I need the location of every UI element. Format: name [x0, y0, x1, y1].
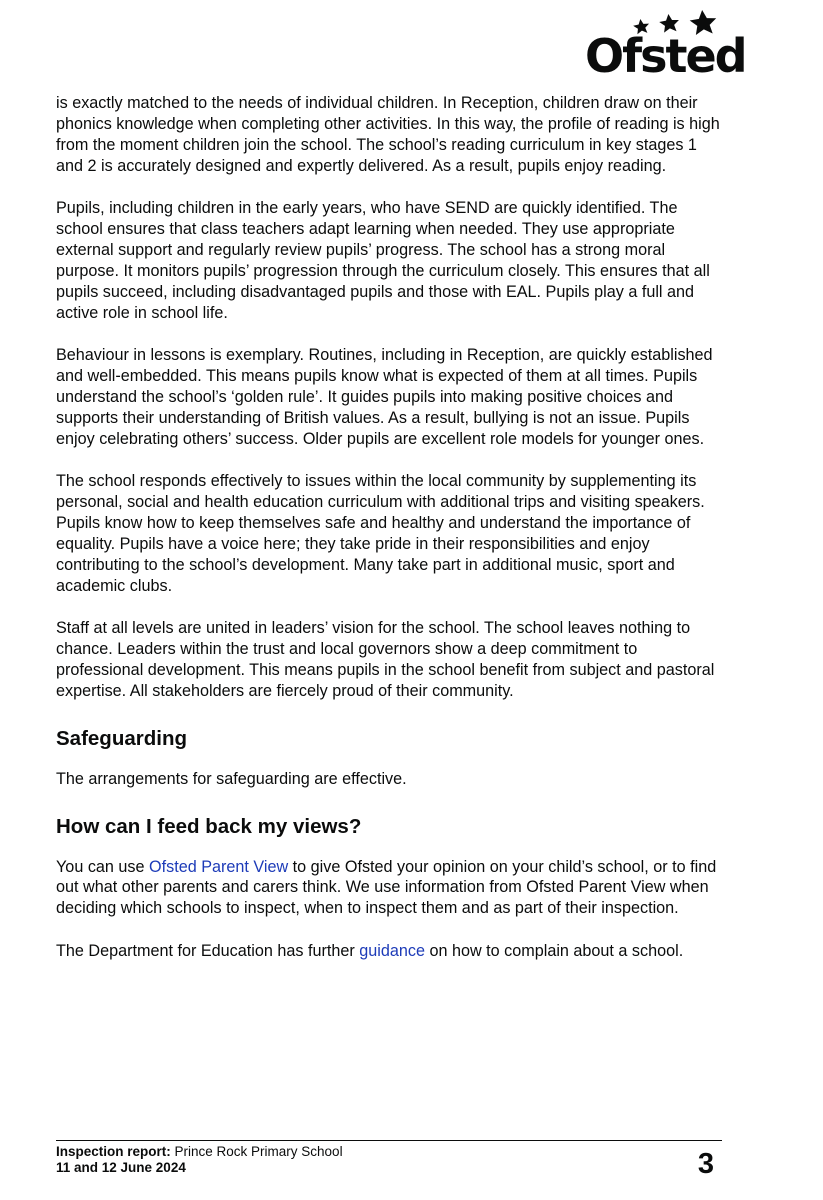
paragraph-community: The school responds effectively to issues within the local community by supplementing its personal, social and health education curriculum with additional trips and visiting speakers. Pupils know how to keep themselves safe and healthy and understand the importance of equality. Pupils have a voice here; they take pride in their responsibilities and enjoy contributing to the school’s development. Many take part in additional music, sport and academic clubs.	[56, 472, 705, 595]
ofsted-parent-view-link[interactable]: Ofsted Parent View	[149, 857, 289, 876]
safeguarding-text: The arrangements for safeguarding are effective.	[56, 769, 407, 788]
page-number: 3	[697, 1148, 714, 1180]
parent-view-text-before: You can use	[56, 857, 150, 876]
paragraph-reading: is exactly matched to the needs of individual children. In Reception, children draw on their phonics knowledge when completing other activities. In this way, the profile of reading is high from the moment children join the school. The school’s reading curriculum in key stages 1 and 2 is accurately designed and expertly delivered. As a result, pupils enjoy reading.	[56, 94, 720, 175]
paragraph-behaviour: Behaviour in lessons is exemplary. Routines, including in Reception, are quickly established and well-embedded. This means pupils know what is expected of them at all times. Pupils understand the school’s ‘golden rule’. It guides pupils into making positive choices and supports their understanding of British values. As a result, bullying is not an issue. Pupils enjoy celebrating others’ success. Older pupils are excellent role models for younger ones.	[56, 346, 713, 448]
paragraph-staff: Staff at all levels are united in leaders’ vision for the school. The school leaves nothing to chance. Leaders within the trust and local governors show a deep commitment to professional development. This means pupils in the school benefit from subject and pastoral expertise. All stakeholders are fiercely proud of their community.	[56, 619, 715, 700]
paragraph-parent-view	[56, 857, 721, 920]
footer-dates: 11 and 12 June 2024	[56, 1160, 186, 1175]
parent-view-text-after: to give Ofsted your opinion on your child’s school, or to find out what other parents and carers think. We use information from Ofsted Parent View when deciding which schools to inspect, when to inspect them and as part of their inspection.	[56, 857, 717, 918]
footer-report-label: Inspection report:	[56, 1144, 171, 1159]
ofsted-logo	[585, 8, 746, 83]
paragraph-send: Pupils, including children in the early years, who have SEND are quickly identified. The school ensures that class teachers adapt learning when needed. They use appropriate external support and regularly review pupils’ progress. The school has a strong moral purpose. It monitors pupils’ progression through the curriculum closely. This ensures that all pupils succeed, including disadvantaged pupils and those with EAL. Pupils play a full and active role in school life.	[56, 199, 710, 322]
guidance-link[interactable]: guidance	[359, 941, 425, 960]
footer-school-name: Prince Rock Primary School	[170, 1144, 343, 1159]
paragraph-complaints	[56, 941, 721, 962]
footer-report-line	[56, 1144, 343, 1160]
feedback-heading: How can I feed back my views?	[56, 814, 362, 838]
safeguarding-heading: Safeguarding	[56, 726, 187, 750]
complaints-text-before: The Department for Education has further	[56, 941, 360, 960]
page-footer	[56, 1140, 722, 1181]
complaints-text-after: on how to complain about a school.	[424, 941, 684, 960]
report-body	[56, 93, 721, 983]
logo-wordmark: Ofsted	[585, 29, 746, 83]
